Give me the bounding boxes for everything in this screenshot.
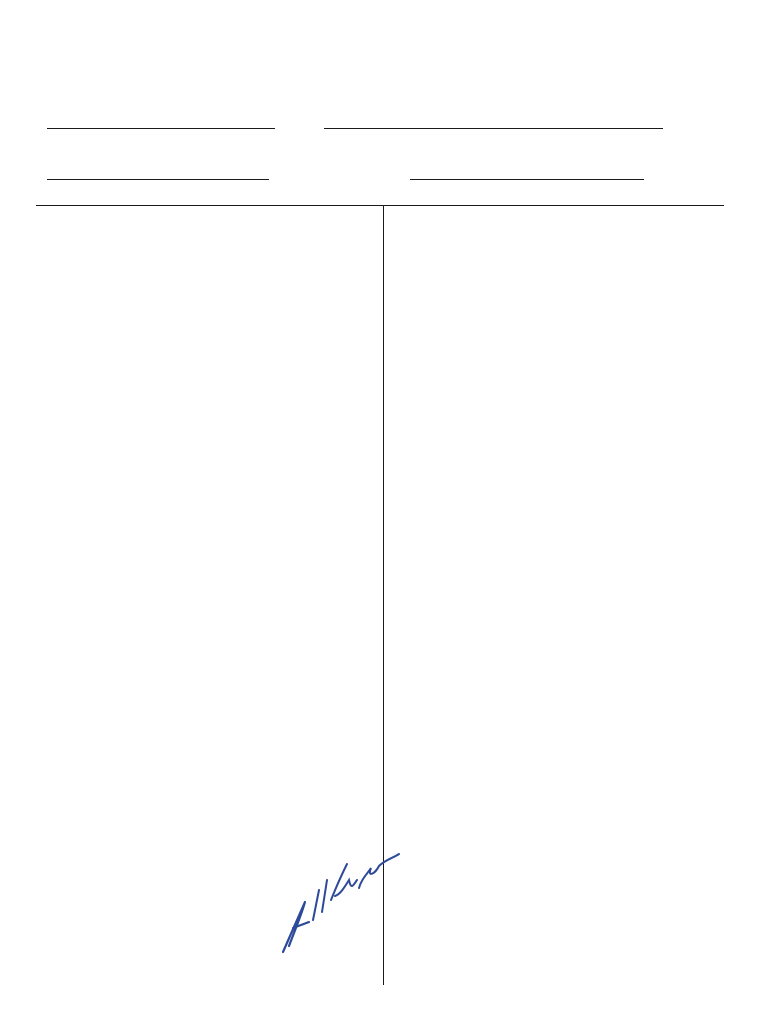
serial-no-blank — [47, 168, 269, 180]
name-field — [324, 117, 663, 132]
name-blank — [324, 117, 663, 129]
header-divider — [36, 205, 724, 206]
serial-no-field — [47, 168, 269, 183]
signature-field — [410, 168, 644, 183]
roll-no-field — [47, 117, 275, 132]
roll-no-blank — [47, 117, 275, 129]
handwritten-signature — [275, 850, 405, 960]
signature-blank — [410, 168, 644, 180]
